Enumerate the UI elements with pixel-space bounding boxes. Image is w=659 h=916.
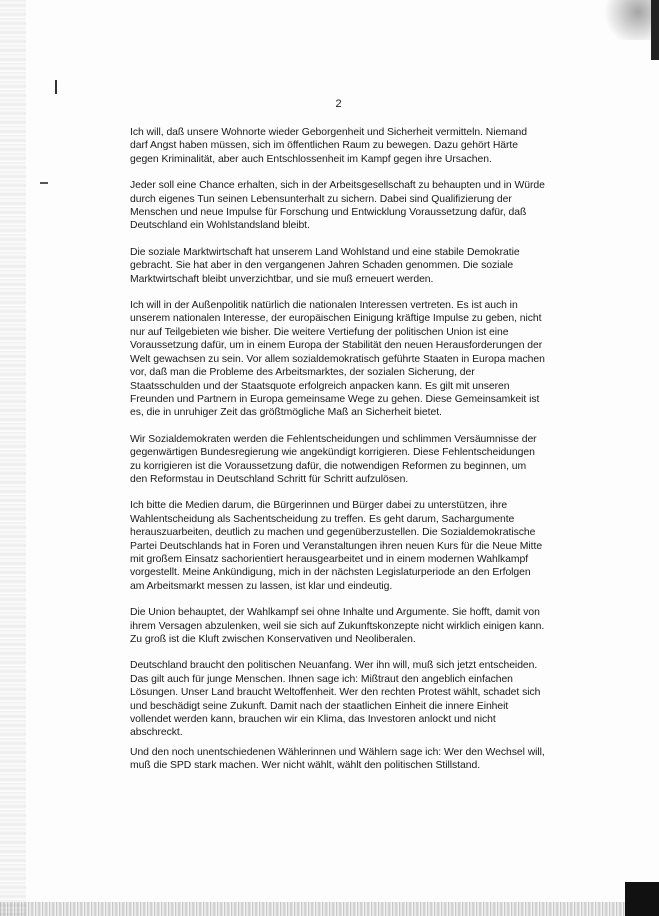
paragraph: Ich will, daß unsere Wohnorte wieder Geborgenheit und Sicherheit vermitteln. Niemand darf Angst haben müssen, sich im öffentlichen Raum zu bewegen. Dazu gehört Härte gegen Kriminalität, aber auch Entschlossenheit im Kampf gegen ihre Ursachen. [130,127,528,165]
paragraph: Deutschland braucht den politischen Neuanfang. Wer ihn will, muß sich jetzt entscheiden. Das gilt auch für junge Menschen. Ihnen sage ich: Mißtraut den angeblich einfachen Lösungen. Unser Land braucht Weltoffenheit. Wer den rechten Protest wählt, schadet sich und beschädigt seine Zukunft. Damit nach der staatlichen Einheit die innere Einheit vollendet werden kann, brauchen wir ein Klima, das Investoren anlockt und nicht abschreckt. [130,660,541,739]
paragraph: Ich will in der Außenpolitik natürlich die nationalen Interessen vertreten. Es ist auch in unserem nationalen Interesse, der europäischen Einigung kräftige Impulse zu geben, nicht nur auf Teilgebieten wie bisher. Die weitere Vertiefung der politischen Union ist eine Voraussetzung dafür, um in einem Europa der Stabilität den neuen Herausforderungen der Welt gewachsen zu sein. Vor allem sozialdemokratisch geführte Staaten in Europa machen vor, daß man die Probleme des Arbeitsmarktes, der sozialen Sicherung, der Staatsschulden und der Staatsquote erfolgreich anpacken kann. Es gilt mit unseren Freunden und Partnern in Europa gemeinsame Wege zu gehen. Diese Gemeinsamkeit ist es, die in unruhiger Zeit das größtmögliche Maß an Sicherheit bietet. [130,300,545,419]
paragraph: Und den noch unentschiedenen Wählerinnen und Wählern sage ich: Wer den Wechsel will, muß die SPD stark machen. Wer nicht wählt, wählt den politischen Stillstand. [130,746,545,772]
scan-edge-right [651,0,659,60]
paragraph: Ich bitte die Medien darum, die Bürgerinnen und Bürger dabei zu unterstützen, ihre Wahlentscheidung als Sachentscheidung zu treffen. Es geht darum, Sachargumente herauszuarbeiten, deutlich zu machen und gegenüberzustellen. Die Sozialdemokratische Partei Deutschlands hat in Foren und Veranstaltungen ihren neuen Kurs für die Neue Mitte mit großem Einsatz sachorientiert herausgearbeitet und in einem modernen Wahlkampf vorgestellt. Meine Ankündigung, mich in der nächsten Legislaturperiode an den Erfolgen am Arbeitsmarkt messen zu lassen, ist klar und eindeutig. [130,500,543,592]
paragraph: Die soziale Marktwirtschaft hat unserem Land Wohlstand und eine stabile Demokratie gebracht. Sie hat aber in den vergangenen Jahren Schaden genommen. Die soziale Marktwirtschaft bleibt unverzichtbar, und sie muß erneuert werden. [130,246,520,285]
scan-corner-bottom-right [625,882,659,916]
margin-dash [40,182,48,184]
page-number: 2 [335,98,342,110]
scan-edge-bottom [0,902,659,916]
paragraph: Die Union behauptet, der Wahlkampf sei ohne Inhalte und Argumente. Sie hofft, damit von ihrem Versagen abzulenken, weil sie sich auf Zukunftskonzepte nicht wirklich einigen kann. Zu groß ist die Kluft zwischen Konservativen und Neoliberalen. [130,607,545,645]
margin-mark [55,80,57,94]
paragraph: Wir Sozialdemokraten werden die Fehlentscheidungen und schlimmen Versäumnisse der gegenwärtigen Bundesregierung wie angekündigt korrigieren. Diese Fehlentscheidungen zu korrigieren ist die Voraussetzung dafür, die notwendigen Reformen zu beginnen, um den Reformstau in Deutschland Schritt für Schritt aufzulösen. [130,433,537,485]
document-body [130,126,546,786]
paragraph: Jeder soll eine Chance erhalten, sich in der Arbeitsgesellschaft zu behaupten und in Würde durch eigenes Tun seinen Lebensunterhalt zu sichern. Dabei sind Qualifizierung der Menschen und neue Impulse für Forschung und Entwicklung Voraussetzung dafür, daß Deutschland ein Wohlstandsland bleibt. [130,180,545,232]
scan-smudge-top-right [589,0,659,40]
scan-edge-left [0,0,26,916]
